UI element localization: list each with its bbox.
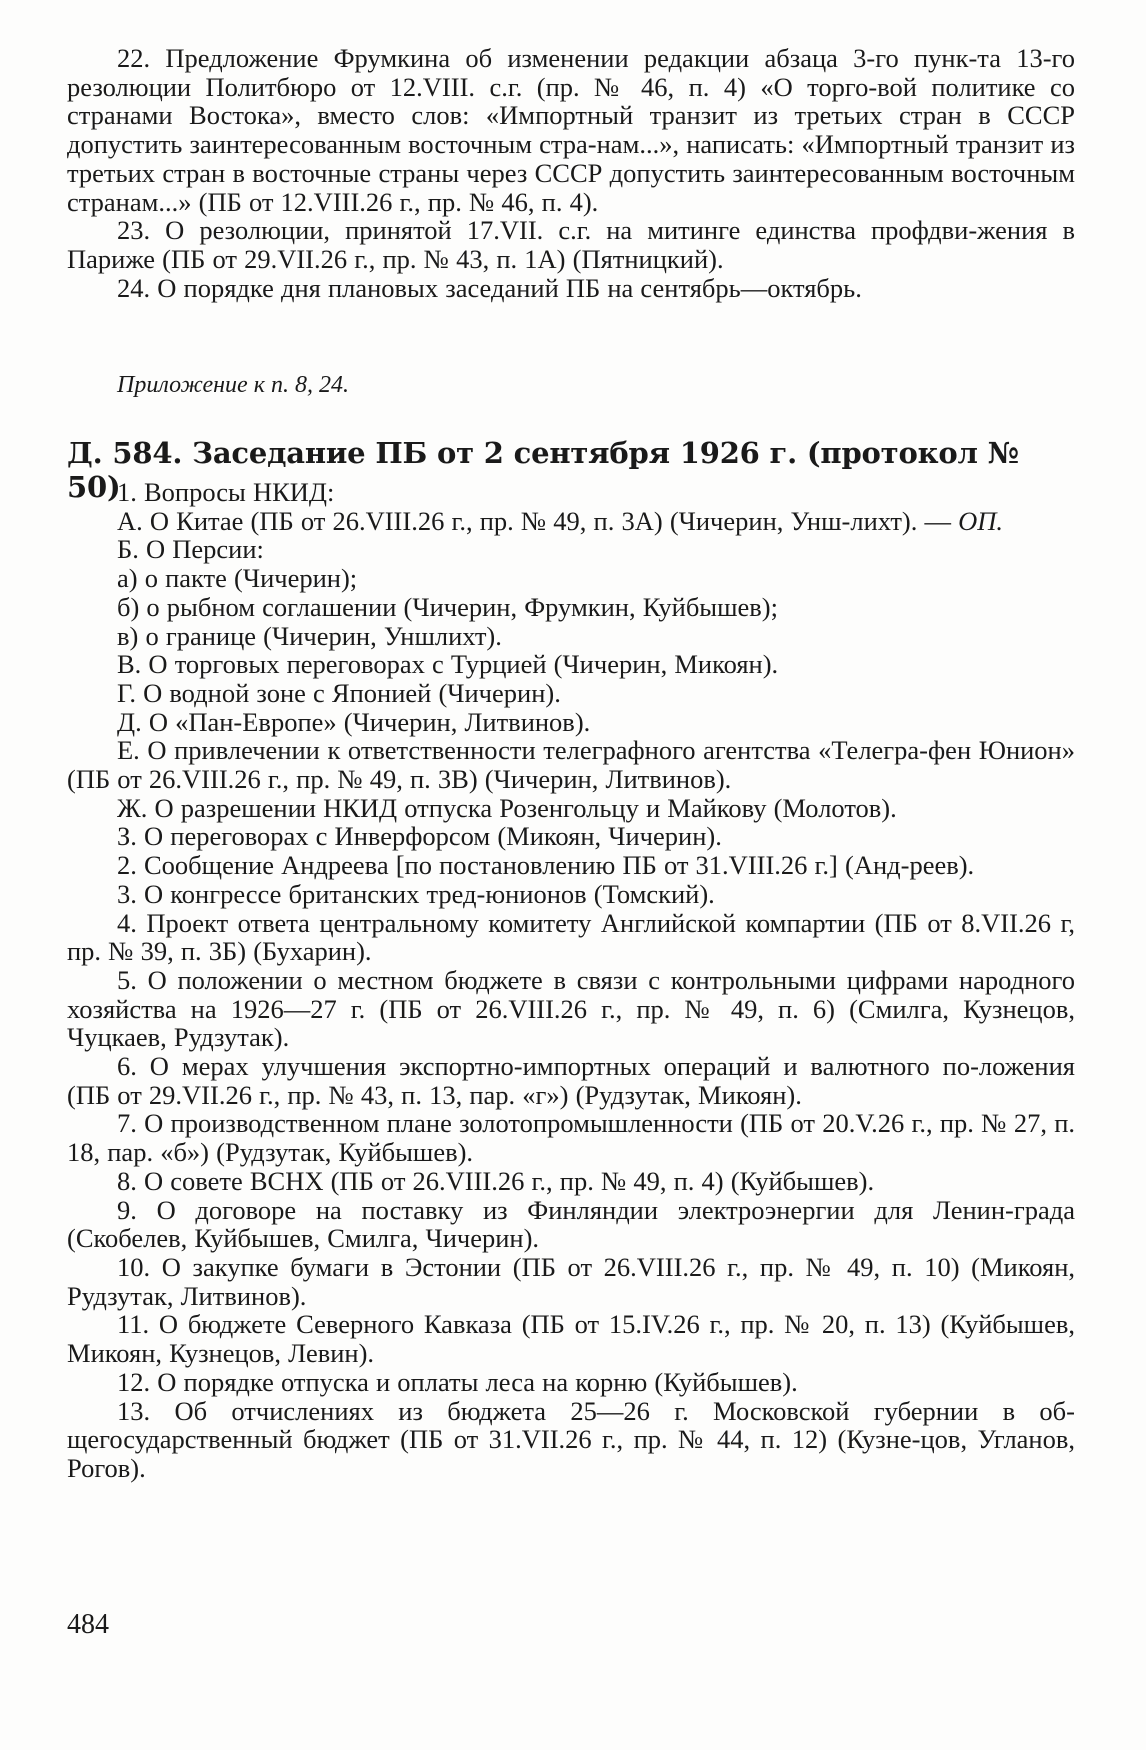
agenda-item-3: 3. О конгрессе британских тред-юнионов (Томский).: [117, 878, 715, 909]
agenda-item-1zh: Ж. О разрешении НКИД отпуска Розенгольцу и Майкову (Молотов).: [117, 792, 897, 823]
agenda-subitem-v: в) о границе (Чичерин, Уншлихт).: [117, 620, 502, 651]
agenda-item-1d: Д. О «Пан-Европе» (Чичерин, Литвинов).: [117, 706, 591, 737]
item-text: Предложение Фрумкина об изменении редакции абзаца 3-го пунк-та 13-го резолюции Политбюро от 12.VIII. с.г. (пр. № 46, п. 4) «О торго-вой политике со странами Востока», вместо слов: «Импортный транзит из третьих стран в СССР допустить заинтересованным восточным стра-нам...», написать: «Импортный транзит из третьих стран в восточные страны через СССР допустить заинтересованным восточным странам...» (ПБ от 12.VIII.26 г., пр. № 46, п. 4).: [67, 43, 1075, 217]
agenda-item-2: 2. Сообщение Андреева [по постановлению ПБ от 31.VIII.26 г.] (Анд-реев).: [117, 850, 975, 881]
page-number: 484: [67, 1609, 109, 1640]
continued-items: [67, 44, 1075, 302]
document-heading: Д. 584. Заседание ПБ от 2 сентября 1926 г. (протокол № 50): [67, 436, 1019, 504]
agenda-subitem-a: а) о пакте (Чичерин);: [117, 563, 358, 594]
item-text: О резолюции, принятой 17.VII. с.г. на митинге единства профдви-жения в Париже (ПБ от 29.VII.26 г., пр. № 43, п. 1А) (Пятницкий).: [67, 215, 1075, 274]
agenda-item-11: 11. О бюджете Северного Кавказа (ПБ от 15.IV.26 г., пр. № 20, п. 13) (Куйбышев, Микоян, Кузнецов, Левин).: [67, 1309, 1075, 1369]
agenda-item-8: 8. О совете ВСНХ (ПБ от 26.VIII.26 г., пр. № 49, п. 4) (Куйбышев).: [117, 1165, 875, 1196]
item-22: [67, 44, 1075, 216]
agenda-item-6: 6. О мерах улучшения экспортно-импортных операций и валютного по-ложения (ПБ от 29.VII.26 г., пр. № 43, п. 13, пар. «г») (Рудзутак, Микоян).: [67, 1051, 1075, 1110]
agenda-item-1z: З. О переговорах с Инверфорсом (Микоян, Чичерин).: [117, 821, 722, 852]
agenda-item-1v: В. О торговых переговорах с Турцией (Чичерин, Микоян).: [117, 649, 779, 680]
agenda-item-1b: Б. О Персии:: [117, 534, 264, 565]
agenda-item-9: 9. О договоре на поставку из Финляндии электроэнергии для Ленин-града (Скобелев, Куйбышев, Смилга, Чичерин).: [67, 1194, 1075, 1254]
agenda-item-7: 7. О производственном плане золотопромышленности (ПБ от 20.V.26 г., пр. № 27, п. 18, пар. «б») (Рудзутак, Куйбышев).: [67, 1108, 1075, 1168]
item-text: О порядке дня плановых заседаний ПБ на сентябрь—октябрь.: [157, 272, 862, 303]
agenda-item-12: 12. О порядке отпуска и оплаты леса на корню (Куйбышев).: [117, 1366, 798, 1397]
agenda-item-1g: Г. О водной зоне с Японией (Чичерин).: [117, 677, 561, 708]
item-23: [67, 216, 1075, 273]
item-24: [67, 274, 1075, 303]
item-number: 24.: [117, 272, 151, 303]
agenda-item-suffix: ОП.: [958, 505, 1004, 536]
agenda-item-13: 13. Об отчислениях из бюджета 25—26 г. Московской губернии в об-щегосударственный бюджет (ПБ от 31.VII.26 г., пр. № 44, п. 12) (Кузне-цов, Угланов, Рогов).: [67, 1395, 1075, 1483]
appendix-note: Приложение к п. 8, 24.: [117, 372, 349, 398]
agenda-item-1: 1. Вопросы НКИД:: [117, 477, 335, 507]
agenda-item-1e: Е. О привлечении к ответственности телеграфного агентства «Телегра-фен Юнион» (ПБ от 26.VIII.26 г., пр. № 49, п. 3В) (Чичерин, Литвинов).: [67, 735, 1075, 795]
agenda-item-1a: [67, 507, 1075, 536]
item-number: 22.: [117, 43, 151, 73]
agenda-items: [67, 478, 1075, 1483]
agenda-item-5: 5. О положении о местном бюджете в связи с контрольными цифрами народного хозяйства на 1926—27 г. (ПБ от 26.VIII.26 г., пр. № 49, п. 6) (Смилга, Кузнецов, Чуцкаев, Рудзутак).: [67, 964, 1075, 1053]
agenda-item-10: 10. О закупке бумаги в Эстонии (ПБ от 26.VIII.26 г., пр. № 49, п. 10) (Микоян, Рудзутак, Литвинов).: [67, 1251, 1075, 1311]
item-number: 23.: [117, 215, 151, 246]
agenda-subitem-b: б) о рыбном соглашении (Чичерин, Фрумкин, Куйбышев);: [117, 591, 778, 622]
agenda-item-text: А. О Китае (ПБ от 26.VIII.26 г., пр. № 49, п. 3А) (Чичерин, Унш-лихт). —: [117, 505, 951, 536]
agenda-item-4: 4. Проект ответа центральному комитету Английской компартии (ПБ от 8.VII.26 г, пр. № 39, п. 3Б) (Бухарин).: [67, 907, 1075, 967]
